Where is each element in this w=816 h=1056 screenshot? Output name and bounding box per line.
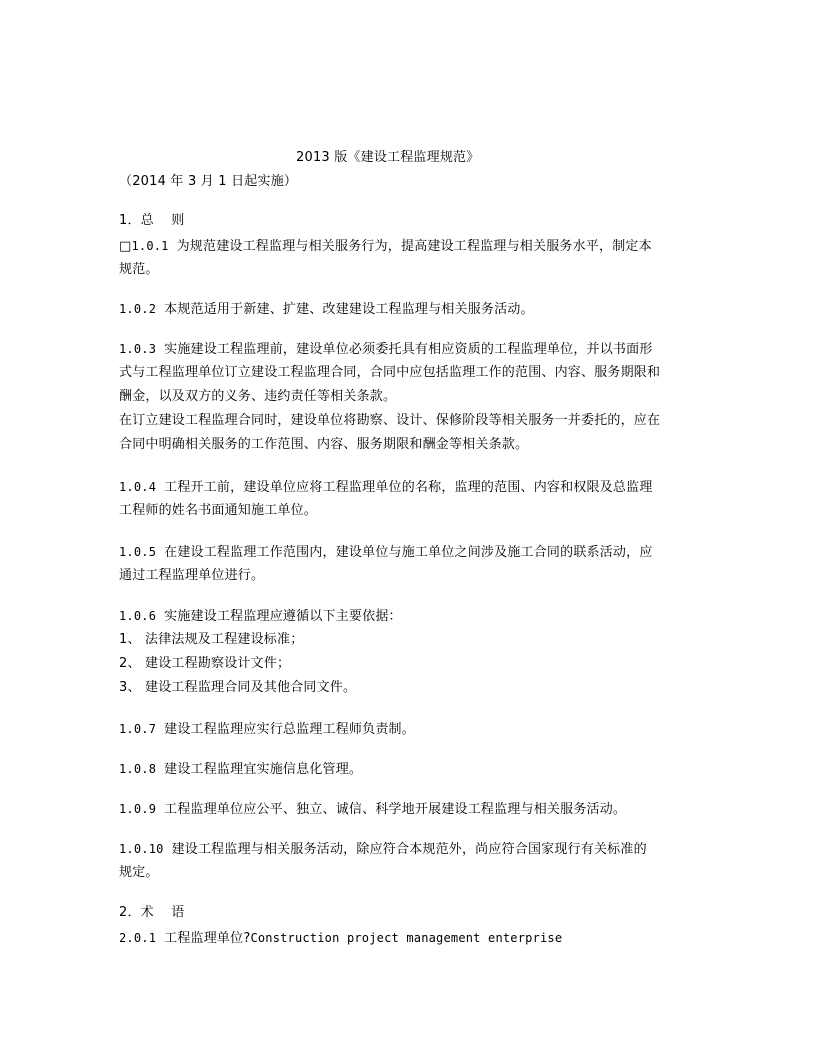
clause-1-0-4 xyxy=(119,478,653,497)
clause-number: 1.0.8 xyxy=(119,762,157,776)
clause-1-0-10 xyxy=(119,840,647,859)
clause-1-0-3 xyxy=(119,340,653,359)
clause-2-0-1 xyxy=(119,929,562,948)
clause-1-0-4-line2: 工程师的姓名书面通知施工单位。 xyxy=(119,503,318,518)
clause-text: 实施建设工程监理应遵循以下主要依据： xyxy=(164,609,402,624)
clause-number: 1.0.1 xyxy=(131,239,169,253)
list-item: 3、 建设工程监理合同及其他合同文件。 xyxy=(119,680,357,695)
clause-text: 为规范建设工程监理与相关服务行为，提高建设工程监理与相关服务水平，制定本 xyxy=(176,239,652,254)
section-heading-general: 1．总 则 xyxy=(119,213,185,228)
document-title: 2013 版《建设工程监理规范》 xyxy=(296,150,480,165)
list-item: 1、 法律法规及工程建设标准； xyxy=(119,632,304,647)
list-item: 2、 建设工程勘察设计文件； xyxy=(119,656,291,671)
clause-text: 实施建设工程监理前，建设单位必须委托具有相应资质的工程监理单位，并以书面形 xyxy=(164,342,653,357)
clause-1-0-5-line2: 通过工程监理单位进行。 xyxy=(119,568,265,583)
clause-number: 1.0.2 xyxy=(119,302,157,316)
clause-1-0-3-line5: 合同中明确相关服务的工作范围、内容、服务期限和酬金等相关条款。 xyxy=(119,437,529,452)
clause-number: 1.0.9 xyxy=(119,802,157,816)
clause-number: 1.0.10 xyxy=(119,842,164,856)
section-heading-terms: 2．术 语 xyxy=(119,905,185,920)
clause-number: 1.0.5 xyxy=(119,545,157,559)
clause-1-0-10-line2: 规定。 xyxy=(119,865,159,880)
clause-number: 1.0.6 xyxy=(119,609,157,623)
clause-text: 在建设工程监理工作范围内，建设单位与施工单位之间涉及施工合同的联系活动，应 xyxy=(164,545,653,560)
clause-1-0-5 xyxy=(119,543,653,562)
clause-1-0-1-cont: 规范。 xyxy=(119,262,159,277)
clause-number: 1.0.3 xyxy=(119,342,157,356)
clause-text: 工程开工前，建设单位应将工程监理单位的名称，监理的范围、内容和权限及总监理 xyxy=(164,480,653,495)
clause-text: 建设工程监理应实行总监理工程师负责制。 xyxy=(164,722,415,737)
document-subtitle: （2014 年 3 月 1 日起实施） xyxy=(119,174,298,189)
clause-1-0-2 xyxy=(119,300,534,319)
clause-text: 建设工程监理宜实施信息化管理。 xyxy=(164,762,363,777)
clause-number: 1.0.7 xyxy=(119,722,157,736)
checkbox-glyph: □ xyxy=(119,239,132,254)
clause-1-0-8 xyxy=(119,760,362,779)
clause-1-0-3-line4: 在订立建设工程监理合同时，建设单位将勘察、设计、保修阶段等相关服务一并委托的，应在 xyxy=(119,413,661,428)
clause-text: 本规范适用于新建、扩建、改建建设工程监理与相关服务活动。 xyxy=(164,302,534,317)
clause-1-0-9 xyxy=(119,800,626,819)
clause-1-0-3-line2: 式与工程监理单位订立建设工程监理合同，合同中应包括监理工作的范围、内容、服务期限和 xyxy=(119,365,661,380)
clause-text: 建设工程监理与相关服务活动，除应符合本规范外，尚应符合国家现行有关标准的 xyxy=(171,842,647,857)
clause-1-0-6 xyxy=(119,607,402,626)
clause-text: 工程监理单位应公平、独立、诚信、科学地开展建设工程监理与相关服务活动。 xyxy=(164,802,627,817)
clause-1-0-1 xyxy=(119,237,652,256)
clause-1-0-7 xyxy=(119,720,415,739)
term-english: Construction project management enterprise xyxy=(250,931,563,945)
term-chinese: 工程监理单位? xyxy=(164,931,251,946)
clause-number: 2.0.1 xyxy=(119,931,157,945)
clause-1-0-3-line3: 酬金，以及双方的义务、违约责任等相关条款。 xyxy=(119,389,397,404)
clause-number: 1.0.4 xyxy=(119,480,157,494)
